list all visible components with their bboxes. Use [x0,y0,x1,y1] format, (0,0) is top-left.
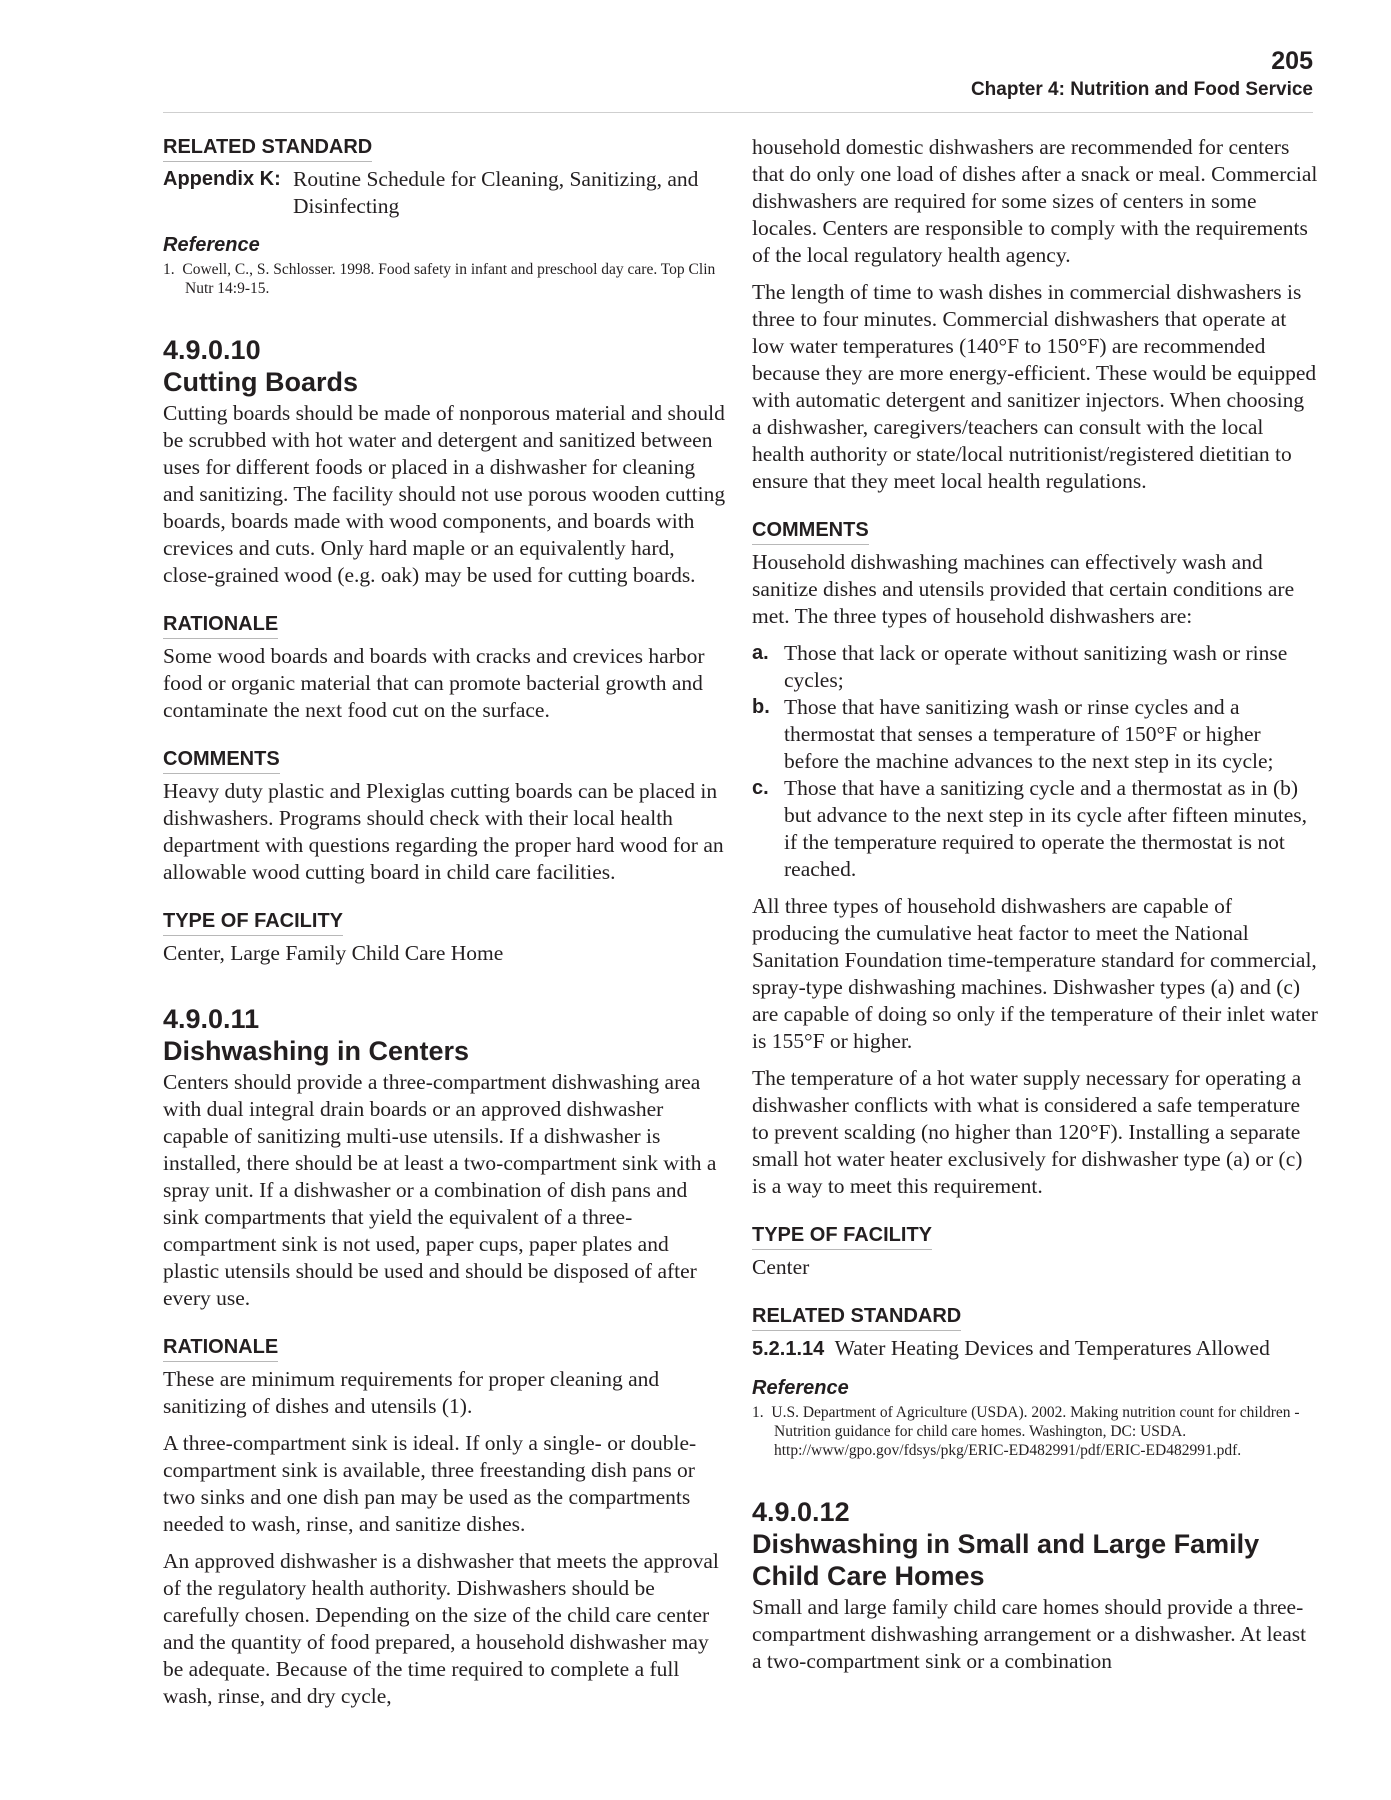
related-standard-label: RELATED STANDARD [752,1303,961,1331]
appendix-text: Routine Schedule for Cleaning, Sanitizing, and Disinfecting [293,167,699,218]
facility-label: TYPE OF FACILITY [752,1222,932,1250]
list-item [752,775,1318,883]
chapter-title: Chapter 4: Nutrition and Food Service [970,79,1313,100]
reference-item: 1. U.S. Department of Agriculture (USDA). 2002. Making nutrition count for children - Nutrition guidance for child care homes. Washington, DC: USDA. http://www/gpo.gov/fdsys/pkg/ERIC-ED482991/pdf/ERIC-ED482991.pdf. [752,1404,1300,1459]
reference-item: 1. Cowell, C., S. Schlosser. 1998. Food safety in infant and preschool day care. Top Clin Nutr 14:9-15. [163,261,716,297]
rationale-label: RATIONALE [163,1334,278,1362]
paragraph: household domestic dishwashers are recommended for centers that do only one load of dishes after a snack or meal. Commercial dishwashers are required for some sizes of centers in some locales. Centers are responsible to comply with the requirements of the local regulatory health agency. [752,135,1318,267]
standard-text: Water Heating Devices and Temperatures Allowed [834,1336,1270,1360]
section-body: Cutting boards should be made of nonporous material and should be scrubbed with hot water and detergent and sanitized between uses for different foods or placed in a dishwasher for cleaning and sanitizing. The facility should not use porous wooden cutting boards, boards made with wood components, and boards with crevices and cuts. Only hard maple or an equivalently hard, close-grained wood (e.g. oak) may be used for cutting boards. [163,401,726,587]
appendix-key: Appendix K: [163,168,281,190]
section-title: Dishwashing in Centers [163,1036,470,1066]
section-body: Small and large family child care homes should provide a three-compartment dishwashing arrangement or a dishwasher. At least a two-compartment sink or a combination [752,1595,1307,1673]
list-text: Those that have sanitizing wash or rinse cycles and a thermostat that senses a temperature of 150°F or higher before the machine advances to the next step in its cycle; [784,695,1274,773]
rationale-text: An approved dishwasher is a dishwasher that meets the approval of the regulatory health authority. Dishwashers should be carefully chosen. Depending on the size of the child care center and the quantity of food prepared, a household dishwasher may be adequate. Because of the time required to complete a full wash, rinse, and dry cycle, [163,1549,719,1708]
section-number: 4.9.0.11 [163,1004,260,1034]
list-item [752,640,1318,694]
paragraph: The temperature of a hot water supply necessary for operating a dishwasher conflicts with what is considered a safe temperature to prevent scalding (no higher than 120°F). Installing a separate small hot water heater exclusively for dishwasher type (a) or (c) is a way to meet this requirement. [752,1066,1303,1198]
list-letter: c. [752,777,769,799]
rationale-text: Some wood boards and boards with cracks and crevices harbor food or organic material that can promote bacterial growth and contaminate the next food cut on the surface. [163,644,705,722]
page-number: 205 [1271,47,1313,75]
related-standard-label: RELATED STANDARD [163,134,372,162]
list-item [752,694,1318,775]
section-body: Centers should provide a three-compartment dishwashing area with dual integral drain boards or an approved dishwasher capable of sanitizing multi-use utensils. If a dishwasher is installed, there should be at least a two-compartment sink with a spray unit. If a dishwasher or a combination of dish pans and sink compartments that yield the equivalent of a three-compartment sink is not used, paper cups, paper plates and plastic utensils should be used and should be disposed of after every use. [163,1070,717,1310]
list-text: Those that lack or operate without sanitizing wash or rinse cycles; [784,641,1288,692]
reference-heading: Reference [752,1377,849,1399]
left-column [163,134,726,1784]
rationale-text: A three-compartment sink is ideal. If only a single- or double-compartment sink is available, three freestanding dish pans or two sinks and one dish pan may be used as the compartments needed to wash, rinse, and sanitize dishes. [163,1431,697,1536]
related-standard [752,1335,1318,1363]
list-letter: a. [752,642,769,664]
comments-text: Heavy duty plastic and Plexiglas cutting boards can be placed in dishwashers. Programs should check with their local health department with questions regarding the proper hard wood for an allowable wood cutting board in child care facilities. [163,779,724,884]
paragraph: The length of time to wash dishes in commercial dishwashers is three to four minutes. Commercial dishwashers that operate at low water temperatures (140°F to 150°F) are recommended because they are more energy-efficient. These would be equipped with automatic detergent and sanitizer injectors. When choosing a dishwasher, caregivers/teachers can consult with the local health authority or state/local nutritionist/registered dietitian to ensure that they meet local health regulations. [752,280,1317,493]
standard-number: 5.2.1.14 [752,1338,825,1360]
section-title: Cutting Boards [163,367,358,397]
rationale-text: These are minimum requirements for proper cleaning and sanitizing of dishes and utensils (1). [163,1367,660,1418]
reference-heading: Reference [163,234,260,256]
facility-label: TYPE OF FACILITY [163,908,343,936]
list-letter: b. [752,696,770,718]
comments-text: Household dishwashing machines can effectively wash and sanitize dishes and utensils provided that certain conditions are met. The three types of household dishwashers are: [752,550,1295,628]
dishwasher-type-list [752,640,1318,883]
appendix-reference [163,166,726,220]
list-text: Those that have a sanitizing cycle and a thermostat as in (b) but advance to the next step in its cycle after fifteen minutes, if the temperature required to operate the thermostat is not reached. [784,776,1307,881]
paragraph: All three types of household dishwashers are capable of producing the cumulative heat factor to meet the National Sanitation Foundation time-temperature standard for commercial, spray-type dishwashing machines. Dishwasher types (a) and (c) are capable of doing so only if the temperature of their inlet water is 155°F or higher. [752,894,1318,1053]
section-number: 4.9.0.10 [163,335,261,365]
page-header [163,46,1313,113]
facility-text: Center [752,1255,810,1279]
comments-label: COMMENTS [752,517,869,545]
section-title: Dishwashing in Small and Large Family Child Care Homes [752,1529,1260,1591]
facility-text: Center, Large Family Child Care Home [163,941,504,965]
comments-label: COMMENTS [163,746,280,774]
rationale-label: RATIONALE [163,611,278,639]
section-number: 4.9.0.12 [752,1497,850,1527]
right-column [752,134,1318,1784]
